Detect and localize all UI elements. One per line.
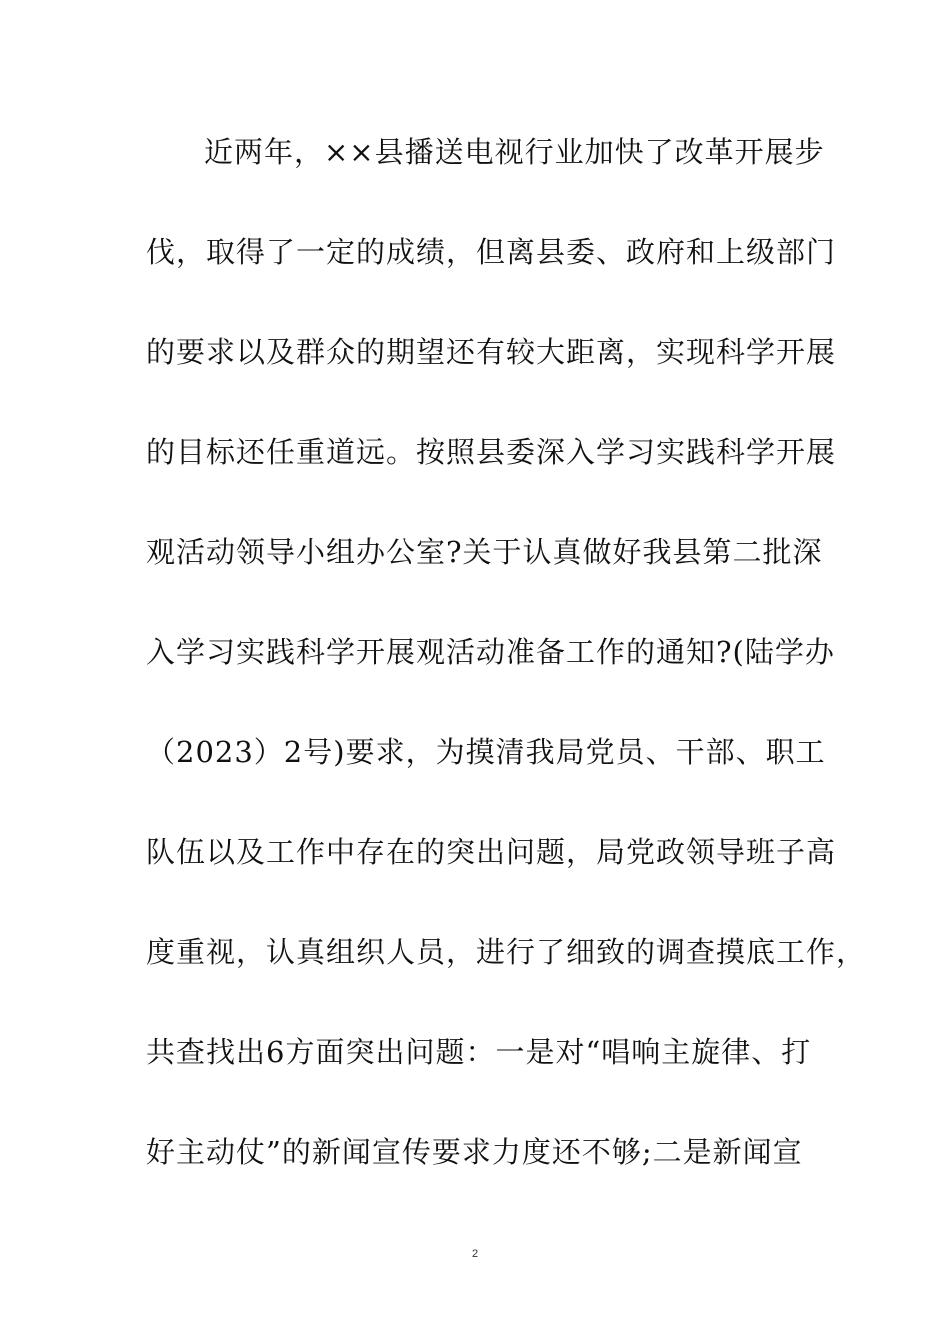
- text-line: 共查找出6方面突出问题：一是对“唱响主旋律、打: [146, 1035, 812, 1069]
- text-line: 好主动仗”的新闻宣传要求力度还不够;二是新闻宣: [146, 1135, 803, 1169]
- text-line: 入学习实践科学开展观活动准备工作的通知?(陆学办: [146, 635, 835, 669]
- text-line: 的要求以及群众的期望还有较大距离，实现科学开展: [146, 335, 837, 369]
- text-line: （2023）2号)要求，为摸清我局党员、干部、职工: [146, 735, 826, 769]
- text-line: 伐，取得了一定的成绩，但离县委、政府和上级部门: [146, 235, 837, 269]
- text-line: 度重视，认真组织人员，进行了细致的调查摸底工作，: [146, 935, 867, 969]
- text-line: 的目标还任重道远。按照县委深入学习实践科学开展: [146, 435, 837, 469]
- page-number: 2: [471, 1248, 479, 1260]
- text-line: 近两年，××县播送电视行业加快了改革开展步: [204, 135, 825, 169]
- text-line: 队伍以及工作中存在的突出问题，局党政领导班子高: [146, 835, 837, 869]
- body-paragraph: [146, 128, 867, 1228]
- text-line: 观活动领导小组办公室?关于认真做好我县第二批深: [146, 535, 823, 569]
